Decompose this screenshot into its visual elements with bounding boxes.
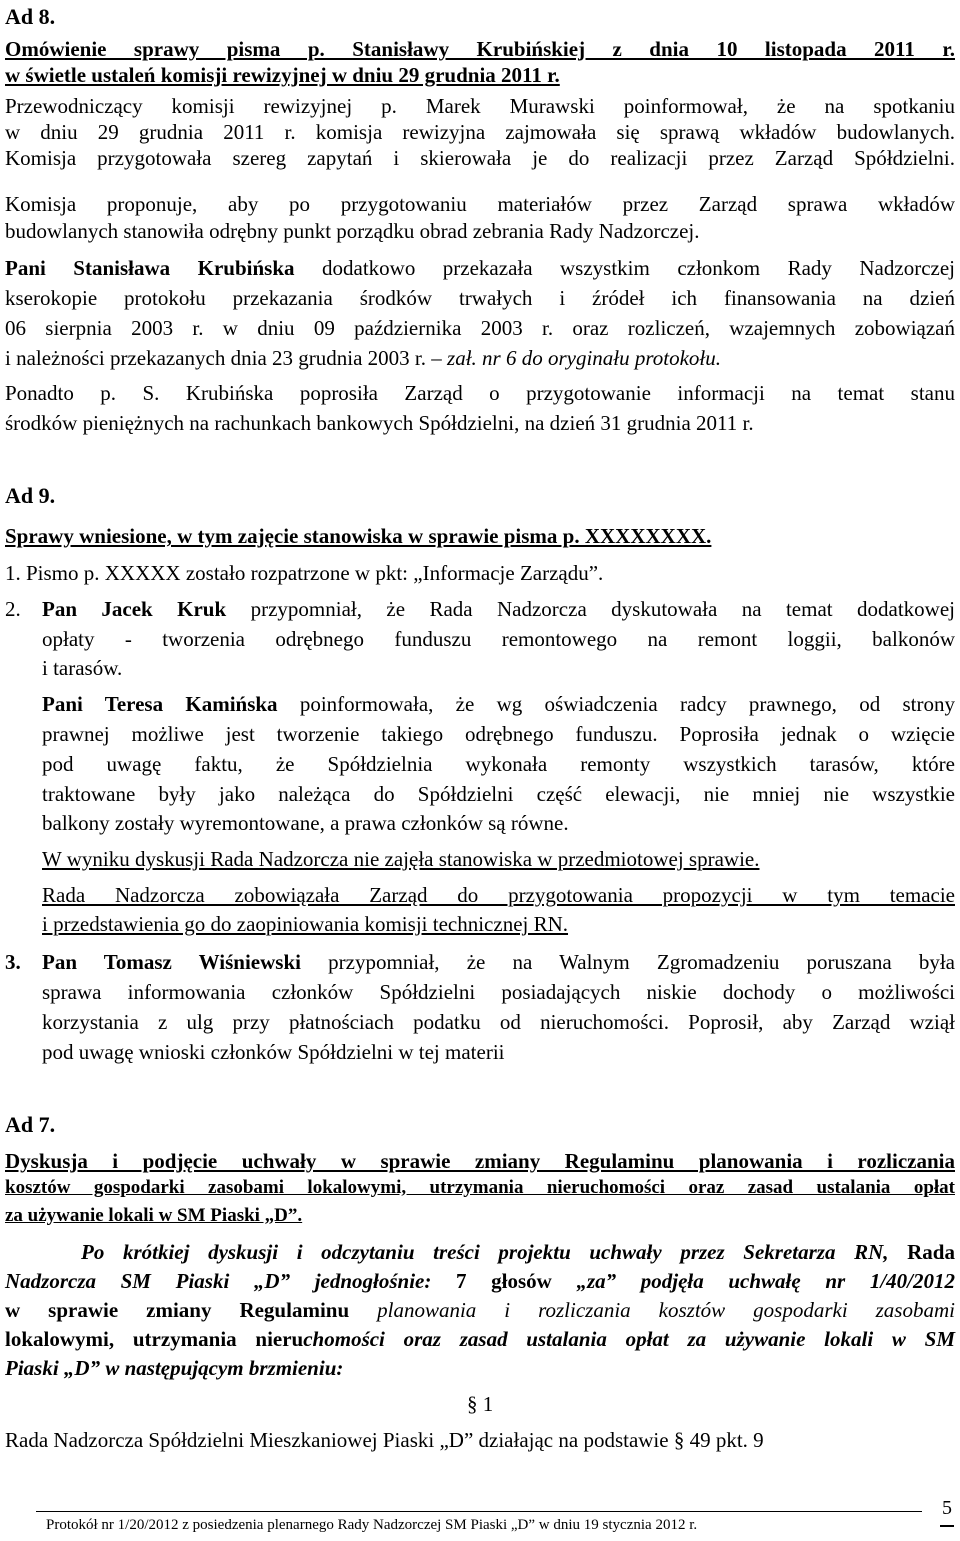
resolution-line2-a: Nadzorcza SM Piaski „D” jednogłośnie: [5, 1269, 432, 1293]
ad9-item2-number: 2. [5, 597, 21, 621]
ad9-item1: 1. Pismo p. XXXXX zostało rozpatrzone w pkt: „Informacje Zarządu”. [5, 561, 604, 585]
ad9-item2b-line1 [42, 691, 955, 717]
resolution-votes: 7 głosów [431, 1269, 577, 1293]
ad9-item2b-line4: traktowane były jako należąca do Spółdzielni część elewacji, nie mniej nie wszystkie [42, 782, 955, 806]
resolution-line3-a: w sprawie zmiany Regulaminu [5, 1298, 350, 1322]
ad8-title-line1: Omówienie sprawy pisma p. Stanisławy Krubińskiej z dnia 10 listopada 2011 r. [5, 37, 955, 61]
ad9-item3-line1 [42, 949, 955, 975]
ad9-item2-conclusion: W wyniku dyskusji Rada Nadzorcza nie zajęła stanowiska w przedmiotowej sprawie. [42, 847, 760, 871]
ad8-p2-line1-text: dodatkowo przekazała wszystkim członkom Rady Nadzorczej [294, 256, 955, 280]
resolution-line5-b: w następującym brzmieniu: [100, 1356, 344, 1380]
ad9-item2b-line2: prawnej możliwe jest tworzenie takiego odrębnego funduszu. Poprosiła jednak o wzięcie [42, 722, 955, 746]
ad7-last-line: Rada Nadzorcza Spółdzielni Mieszkaniowej Piaski „D” działając na podstawie § 49 pkt. 9 [5, 1428, 764, 1452]
ad9-item2b-line5: balkony zostały wyremontowane, a prawa członków są równe. [42, 811, 569, 835]
ad8-p2-line4-text: i należności przekazanych dnia 23 grudnia 2003 r. – [5, 346, 448, 370]
ad9-item3-line3: korzystania z ulg przy płatnościach podatku od nieruchomości. Poprosił, aby Zarząd wziął [42, 1010, 955, 1034]
resolution-line1 [81, 1239, 955, 1265]
resolution-line1-text: Po krótkiej dyskusji i odczytaniu treści projektu uchwały przez Sekretarza RN, [81, 1240, 889, 1264]
speaker-name: Pan Jacek Kruk [42, 597, 227, 621]
ad8-p1-line5: budowlanych stanowiła odrębny punkt porządku obrad zebrania Rady Nadzorczej. [5, 219, 700, 243]
resolution-line3-b: planowania i rozliczania kosztów gospodarki zasobami [349, 1298, 955, 1322]
ad8-p1-line1: Przewodniczący komisji rewizyjnej p. Marek Murawski poinformował, że na spotkaniu [5, 94, 955, 118]
ad8-p2-line4 [5, 345, 721, 371]
ad9-heading: Ad 9. [5, 483, 56, 508]
ad9-item2-obligation-line1: Rada Nadzorcza zobowiązała Zarząd do przygotowania propozycji w tym temacie [42, 883, 955, 907]
ad7-heading: Ad 7. [5, 1112, 56, 1137]
ad9-item2-line1 [42, 596, 955, 622]
ad9-item2-obligation-line2: i przedstawienia go do zaopiniowania komisji technicznej RN. [42, 912, 569, 936]
speaker-name: Pani Stanisława Krubińska [5, 256, 295, 280]
resolution-line1-end: Rada [888, 1240, 955, 1264]
ad8-p3-line2: środków pieniężnych na rachunkach bankowych Spółdzielni, na dzień 31 grudnia 2011 r. [5, 411, 754, 435]
ad7-title-line2: kosztów gospodarki zasobami lokalowymi, utrzymania nieruchomości oraz zasad ustalania opłat [5, 1177, 955, 1198]
ad8-p2-line2: kserokopie protokołu przekazania środków trwałych i źródeł ich finansowania na dzień [5, 286, 955, 310]
paragraph-marker: § 1 [467, 1392, 494, 1416]
ad9-title: Sprawy wniesione, w tym zajęcie stanowiska w sprawie pisma p. XXXXXXXX. [5, 524, 712, 548]
ad9-item3-line2: sprawa informowania członków Spółdzielni posiadających niskie dochody o możliwości [42, 980, 955, 1004]
page-footer: Protokół nr 1/20/2012 z posiedzenia plenarnego Rady Nadzorczej SM Piaski „D” w dniu 19 stycznia 2012 r. [46, 1517, 698, 1533]
speaker-name: Pan Tomasz Wiśniewski [42, 950, 301, 974]
ad9-item2b-line3: pod uwagę faktu, że Spółdzielnia wykonała remonty wszystkich tarasów, które [42, 752, 955, 776]
ad9-item2-line2: opłaty - tworzenia odrębnego funduszu remontowego na remont loggii, balkonów [42, 627, 955, 651]
resolution-line4 [5, 1326, 955, 1352]
speaker-name: Pani Teresa Kamińska [42, 692, 278, 716]
ad9-item3-line1-text: przypomniał, że na Walnym Zgromadzeniu poruszana była [300, 950, 955, 974]
page-number-underline [940, 1525, 954, 1527]
ad7-title-line1: Dyskusja i podjęcie uchwały w sprawie zmiany Regulaminu planowania i rozliczania [5, 1149, 955, 1173]
ad9-item2b-line1-text: poinformowała, że wg oświadczenia radcy prawnego, od strony [277, 692, 955, 716]
ad8-title-line2: w świetle ustaleń komisji rewizyjnej w dniu 29 grudnia 2011 r. [5, 63, 560, 87]
ad8-p1-line2: w dniu 29 grudnia 2011 r. komisja rewizyjna zajmowała się sprawą wkładów budowlanych. [5, 120, 955, 144]
ad8-p2-line3: 06 sierpnia 2003 r. w dniu 09 października 2003 r. oraz rozliczeń, wzajemnych zobowiązań [5, 316, 955, 340]
resolution-line5-a: Piaski „D” [5, 1356, 101, 1380]
resolution-line3 [5, 1297, 955, 1323]
ad8-heading: Ad 8. [5, 4, 56, 29]
resolution-number: „za” podjęła uchwałę nr 1/40/2012 [576, 1269, 955, 1293]
ad9-item3-line4: pod uwagę wnioski członków Spółdzielni w tej materii [42, 1040, 505, 1064]
attachment-note: zał. nr 6 do oryginału protokołu. [447, 346, 721, 370]
ad8-p1-line3: Komisja przygotowała szereg zapytań i skierowała je do realizacji przez Zarząd Spółdzielni. [5, 146, 955, 170]
resolution-line2 [5, 1268, 955, 1294]
ad8-p2-line1 [5, 255, 955, 281]
ad7-title-line3: za używanie lokali w SM Piaski „D”. [5, 1205, 303, 1226]
resolution-line5 [5, 1355, 343, 1381]
ad9-item3-number: 3. [5, 950, 21, 974]
ad9-item2-line3: i tarasów. [42, 656, 123, 680]
ad9-item2-line1-text: przypomniał, że Rada Nadzorcza dyskutowała na temat dodatkowej [226, 597, 956, 621]
resolution-line4-a: lokalowymi, utrzymania nieru [5, 1327, 304, 1351]
ad8-p3-line1: Ponadto p. S. Krubińska poprosiła Zarząd o przygotowanie informacji na temat stanu [5, 381, 955, 405]
footer-divider [36, 1511, 922, 1512]
page-number: 5 [942, 1497, 952, 1519]
resolution-line4-b: chomości oraz zasad ustalania opłat za używanie lokali w SM [303, 1327, 955, 1351]
ad8-p1-line4: Komisja proponuje, aby po przygotowaniu materiałów przez Zarząd sprawa wkładów [5, 192, 955, 216]
